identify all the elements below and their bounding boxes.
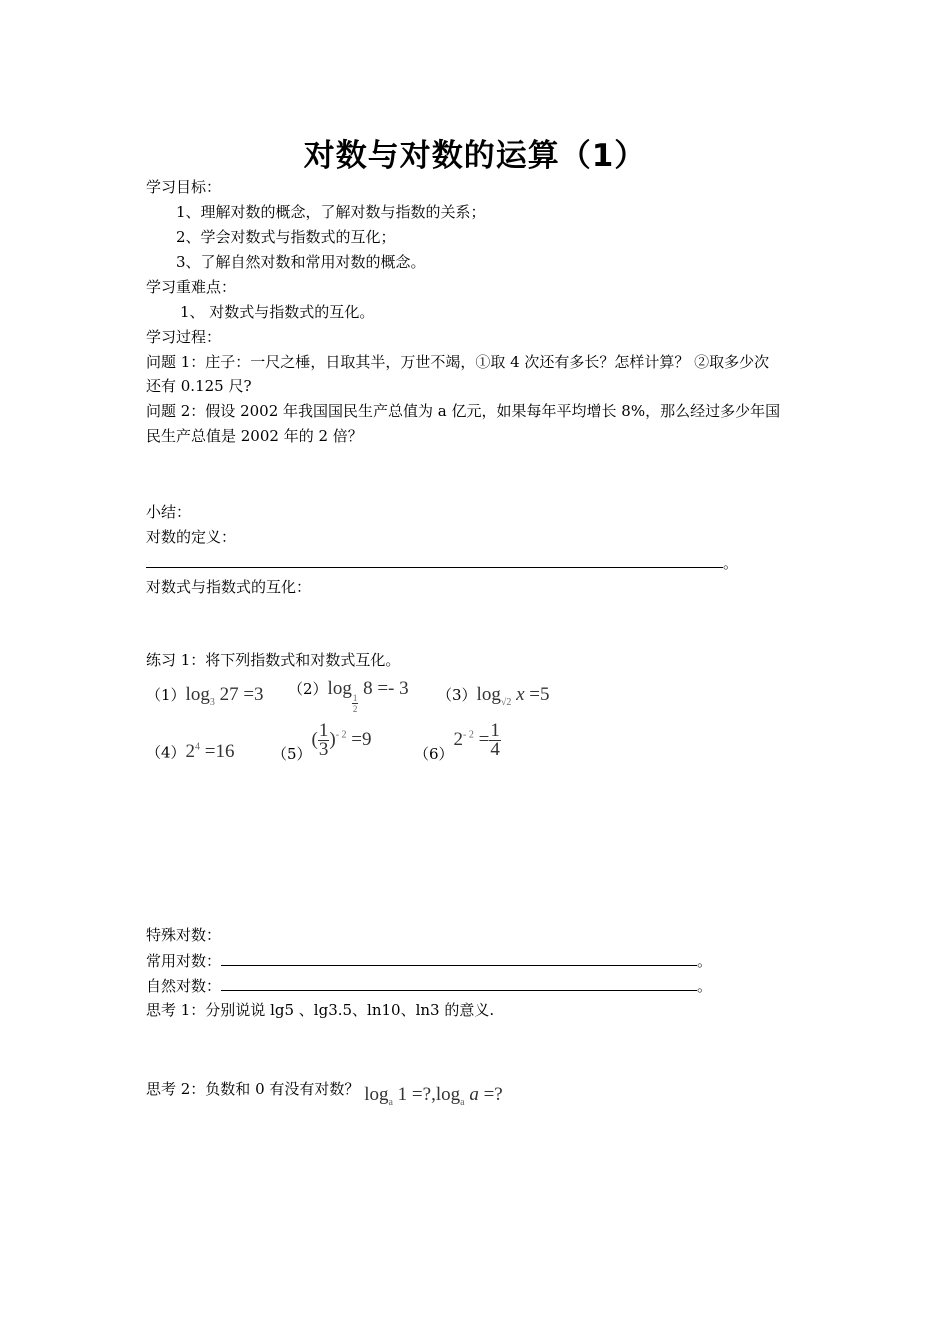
- exercise-expr-6: $2^{- 2}$ = $\frac{1}{4}$: [453, 720, 500, 760]
- definition-fill-line: [146, 552, 723, 568]
- goal-item-2: 2、学会对数式与指数式的互化；: [176, 228, 396, 246]
- think-1: 思考 1：分别说说 lg5 、lg3.5、ln10、ln3 的意义.: [146, 1001, 495, 1019]
- key-point-item-1: 1、 对数式与指数式的互化。: [180, 303, 375, 321]
- question-2-line-2: 民生产总值是 2002 年的 2 倍？: [146, 427, 363, 445]
- think-2-expr: $\log_a 1$ $=?,\log_a$ a =?: [364, 1084, 503, 1108]
- exercise-item-4: $(4)2^4 =16$: [146, 741, 235, 763]
- exercise-expr-3: $\log_{√2} x =5$: [476, 684, 550, 708]
- natural-log-line: 自然对数： 。: [146, 977, 713, 995]
- conversion-label: 对数式与指数式的互化：: [146, 578, 312, 596]
- exercise-item-2: （2）log $\frac{1}{2}$ 8 =- 3: [288, 678, 409, 715]
- natural-log-fill-line: [221, 975, 697, 991]
- exercise-item-6: $(6)2^{- 2}$ = $\frac{1}{4}$: [414, 720, 500, 763]
- think-2: 思考 2：负数和 0 有没有对数？ $\log_a 1$ $=?,\log_a$ a =?: [146, 1080, 503, 1108]
- exercise-item-5: （5）( $\frac{1}{3}$ )$^{- 2}$ =9: [272, 720, 372, 763]
- goal-item-3: 3、了解自然对数和常用对数的概念。: [176, 253, 426, 271]
- exercise-expr-5: ( $\frac{1}{3}$ )$^{- 2}$ =9: [311, 720, 372, 760]
- common-log-fill-line: [221, 950, 697, 966]
- exercise-row-1: $(1)\log_3$ 27 =3: [146, 684, 264, 708]
- exercise-expr-2: log $\frac{1}{2}$ 8 =- 3: [327, 678, 409, 715]
- definition-blank: 。: [146, 552, 738, 573]
- summary-heading: 小结：: [146, 503, 192, 521]
- special-heading: 特殊对数：: [146, 926, 222, 944]
- goals-heading: 学习目标：: [146, 178, 222, 196]
- key-points-heading: 学习重难点：: [146, 278, 237, 296]
- goal-item-1: 1、理解对数的概念，了解对数与指数的关系；: [176, 203, 486, 221]
- page-title: 对数与对数的运算（1）: [303, 138, 647, 174]
- question-1-line-2: 还有 0.125 尺?: [146, 377, 252, 395]
- exercise-expr-4: $2^4 =16$: [185, 741, 235, 763]
- process-heading: 学习过程：: [146, 328, 222, 346]
- common-log-line: 常用对数： 。: [146, 952, 713, 970]
- question-2-line-1: 问题 2：假设 2002 年我国国民生产总值为 a 亿元，如果每年平均增长 8%，那么经过多少年国: [146, 402, 781, 420]
- exercise-expr-1: $\log_3 27 =3$: [185, 684, 264, 708]
- exercise-1-heading: 练习 1：将下列指数式和对数式互化。: [146, 651, 401, 669]
- definition-label: 对数的定义：: [146, 528, 237, 546]
- question-1-line-1: 问题 1：庄子：一尺之棰，日取其半，万世不竭，①取 4 次还有多长？怎样计算？ ②取多少次: [146, 353, 770, 371]
- exercise-item-3: $(3)\log_{√2}$ x =5: [437, 684, 550, 708]
